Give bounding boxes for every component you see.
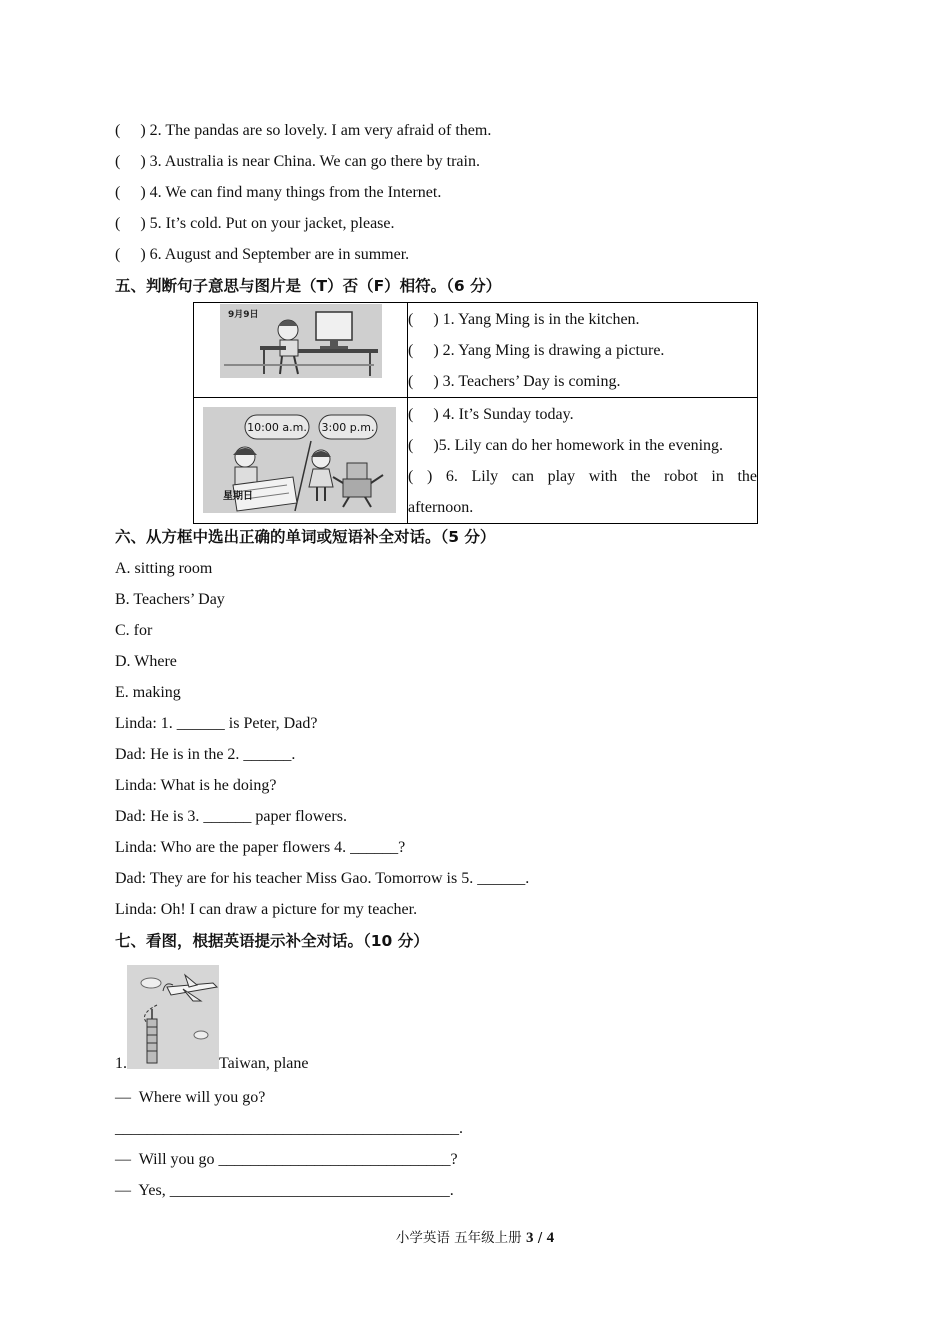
conversation-line-1: — Where will you go? — [115, 1089, 266, 1106]
page-number: 3 — [525, 1230, 534, 1246]
lily-homework-robot-picture — [203, 407, 396, 513]
picture-statement-2: ( ) 2. Yang Ming is drawing a picture. — [408, 342, 665, 359]
time-label-afternoon: 3:00 p.m. — [321, 421, 375, 434]
date-label: 9月9日 — [228, 310, 259, 320]
picture-cell-2 — [194, 398, 408, 524]
picture-judgement-table — [193, 302, 758, 524]
option-a: A. sitting room — [115, 560, 213, 577]
picture-statement-1: ( ) 1. Yang Ming is in the kitchen. — [408, 311, 640, 328]
section-6-heading: 六、从方框中选出正确的单词或短语补全对话。（5 分） — [115, 528, 496, 546]
true-false-item-5: ( ) 5. It’s cold. Put on your jacket, please. — [115, 215, 395, 232]
question-1-number: 1. — [115, 1055, 127, 1072]
plane-to-taiwan-picture — [127, 965, 219, 1069]
option-e: E. making — [115, 684, 181, 701]
boy-drawing-picture — [220, 304, 382, 378]
dialogue-line-4: Dad: He is 3. ______ paper flowers. — [115, 808, 347, 825]
time-label-morning: 10:00 a.m. — [247, 421, 307, 434]
dialogue-line-6: Dad: They are for his teacher Miss Gao. Tomorrow is 5. ______. — [115, 870, 530, 887]
section-7-heading: 七、看图，根据英语提示补全对话。（10 分） — [115, 932, 429, 950]
picture-cell-1 — [194, 303, 408, 398]
conversation-line-3: — Yes, ___________________________________. — [115, 1182, 454, 1199]
page-total: 4 — [546, 1230, 555, 1246]
option-c: C. for — [115, 622, 153, 639]
true-false-item-2: ( ) 2. The pandas are so lovely. I am very afraid of them. — [115, 122, 492, 139]
dialogue-line-7: Linda: Oh! I can draw a picture for my teacher. — [115, 901, 418, 918]
page-separator: / — [537, 1230, 543, 1246]
answer-blank-line: ___________________________________________. — [115, 1120, 463, 1137]
true-false-item-6: ( ) 6. August and September are in summer. — [115, 246, 410, 263]
day-label: 星期日 — [223, 491, 253, 502]
section-5-heading: 五、判断句子意思与图片是（T）否（F）相符。（6 分） — [115, 277, 502, 295]
picture-statement-3: ( ) 3. Teachers’ Day is coming. — [408, 373, 621, 390]
dialogue-line-5: Linda: Who are the paper flowers 4. ______? — [115, 839, 406, 856]
picture-statement-6-cont: afternoon. — [408, 499, 474, 516]
picture-statement-5: ( )5. Lily can do her homework in the evening. — [408, 437, 724, 454]
dialogue-line-3: Linda: What is he doing? — [115, 777, 277, 794]
page-footer — [0, 1226, 950, 1247]
option-b: B. Teachers’ Day — [115, 591, 225, 608]
question-1-hint: Taiwan, plane — [219, 1055, 309, 1072]
option-d: D. Where — [115, 653, 177, 670]
footer-label: 小学英语 五年级上册 — [395, 1230, 522, 1246]
dialogue-line-1: Linda: 1. ______ is Peter, Dad? — [115, 715, 318, 732]
true-false-item-4: ( ) 4. We can find many things from the Internet. — [115, 184, 442, 201]
picture-statement-6: ( ) 6. Lily can play with the robot in the — [408, 468, 757, 485]
picture-statement-4: ( ) 4. It’s Sunday today. — [408, 406, 574, 423]
true-false-item-3: ( ) 3. Australia is near China. We can go there by train. — [115, 153, 480, 170]
dialogue-line-2: Dad: He is in the 2. ______. — [115, 746, 296, 763]
conversation-line-2: — Will you go _____________________________? — [115, 1151, 458, 1168]
